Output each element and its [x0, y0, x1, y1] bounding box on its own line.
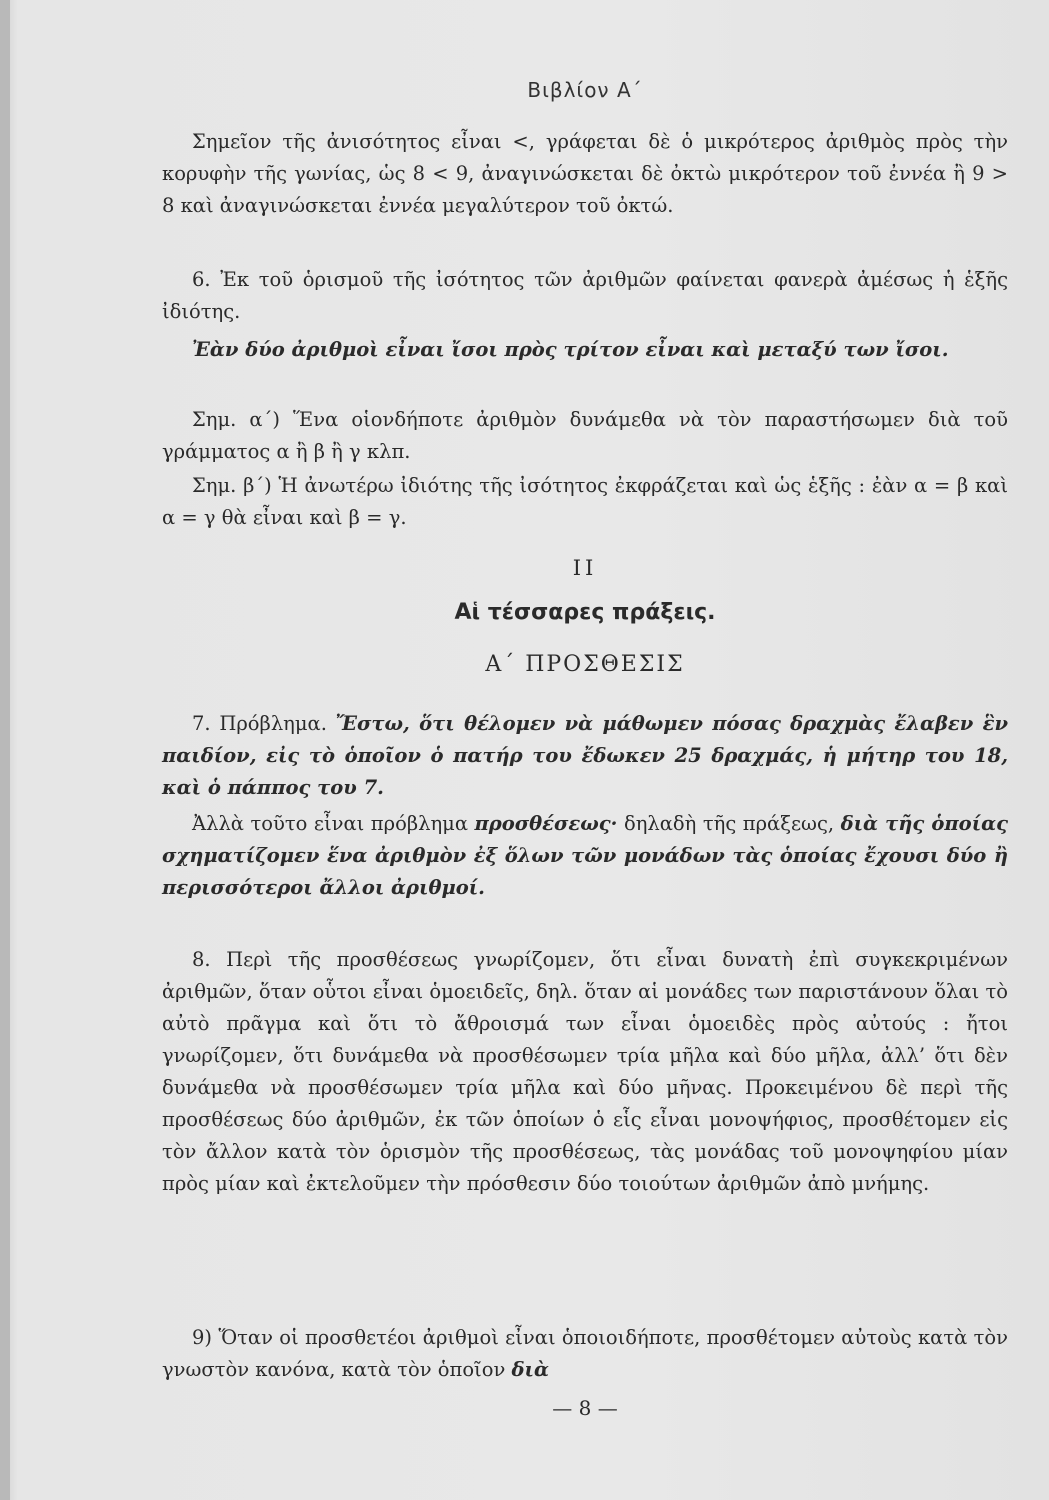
chapter-heading: Αἱ τέσσαρες πράξεις. [454, 600, 716, 625]
text-run: 9) Ὅταν οἱ προσθετέοι ἀριθμοὶ εἶναι ὁποιοιδήποτε, προσθέτομεν αὐτοὺς κατὰ τὸν γνωστὸν κανόνα, κατὰ τὸν ὁποῖον [162, 1326, 1008, 1381]
definition-text: διὰ τῆς ὁποίας σχηματίζομεν ἕνα ἀριθμὸν ἐξ ὅλων τῶν μονάδων τὰς ὁποίας ἔχουσι δύο ἢ περισσότεροι ἄλλοι ἀριθμοί. [162, 812, 1009, 899]
text-run: Ἀλλὰ τοῦτο εἶναι πρόβλημα [192, 812, 468, 835]
paragraph-inequality [162, 126, 1008, 222]
property-statement: Ἐὰν δύο ἀριθμοὶ εἶναι ἴσοι πρὸς τρίτον εἶναι καὶ μεταξύ των ἴσοι. [192, 338, 949, 361]
text-run: δηλαδὴ τῆς πράξεως, [623, 812, 835, 835]
page-number: — 8 — [552, 1396, 618, 1420]
chapter-number: II [572, 556, 598, 580]
running-head: Βιβλίον Α΄ [527, 78, 643, 102]
note-b [162, 470, 1008, 534]
emphasis-dia: διὰ [511, 1358, 549, 1381]
paragraph-8 [162, 944, 1008, 1200]
section-heading: Α΄ ΠΡΟΣΘΕΣΙΣ [485, 652, 685, 677]
paragraph-6 [162, 264, 1008, 328]
paragraph-text: 6. Ἐκ τοῦ ὁρισμοῦ τῆς ἰσότητος τῶν ἀριθμῶν φαίνεται φανερὰ ἀμέσως ἡ ἑξῆς ἰδιότης. [162, 268, 1008, 323]
note-text: Σημ. α΄) Ἕνα οἱονδήποτε ἀριθμὸν δυνάμεθα νὰ τὸν παραστήσωμεν διὰ τοῦ γράμματος α ἢ β ἢ γ κλπ. [162, 408, 1008, 463]
problem-text: Ἔστω, ὅτι θέλομεν νὰ μάθωμεν πόσας δραχμὰς ἔλαβεν ἓν παιδίον, εἰς τὸ ὁποῖον ὁ πατήρ του ἔδωκεν 25 δραχμάς, ἡ μήτηρ του 18, καὶ ὁ πάππος του 7. [162, 712, 1009, 799]
paragraph-addition-definition [162, 808, 1008, 904]
note-text: Σημ. β΄) Ἡ ἀνωτέρω ἰδιότης τῆς ἰσότητος ἐκφράζεται καὶ ὡς ἑξῆς : ἐὰν α = β καὶ α = γ θὰ εἶναι καὶ β = γ. [162, 474, 1008, 529]
emphasis-addition: προσθέσεως· [474, 812, 618, 835]
page-edge-shadow [0, 0, 10, 1500]
paragraph-text: Σημεῖον τῆς ἀνισότητος εἶναι <, γράφεται δὲ ὁ μικρότερος ἀριθμὸς πρὸς τὴν κορυφὴν τῆς γωνίας, ὡς 8 < 9, ἀναγινώσκεται δὲ ὀκτὼ μικρότερον τοῦ ἐννέα ἢ 9 > 8 καὶ ἀναγινώσκεται ἐννέα μεγαλύτερον τοῦ ὀκτώ. [162, 130, 1008, 217]
note-a [162, 404, 1008, 468]
paragraph-7 [162, 708, 1008, 804]
problem-label: 7. Πρόβλημα. [192, 712, 327, 735]
paragraph-9 [162, 1322, 1008, 1386]
paragraph-text: 8. Περὶ τῆς προσθέσεως γνωρίζομεν, ὅτι εἶναι δυνατὴ ἐπὶ συγκεκριμένων ἀριθμῶν, ὅταν οὗτοι εἶναι ὁμοειδεῖς, δηλ. ὅταν αἱ μονάδες των παριστάνουν ὅλαι τὸ αὐτὸ πρᾶγμα καὶ ὅτι τὸ ἄθροισμά των εἶναι ὁμοειδὲς πρὸς αὐτούς : ἤτοι γνωρίζομεν, ὅτι δυνάμεθα νὰ προσθέσωμεν τρία μῆλα καὶ δύο μῆλα, ἀλλ’ ὅτι δὲν δυνάμεθα νὰ προσθέσωμεν τρία μῆλα καὶ δύο μῆνας. Προκειμένου δὲ περὶ τῆς προσθέσεως δύο ἀριθμῶν, ἐκ τῶν ὁποίων ὁ εἷς εἶναι μονοψήφιος, προσθέτομεν εἰς τὸν ἄλλον κατὰ τὸν ὁρισμὸν τῆς προσθέσεως, τὰς μονάδας τοῦ μονοψηφίου μίαν πρὸς μίαν καὶ ἐκτελοῦμεν τὴν πρόσθεσιν δύο τοιούτων ἀριθμῶν ἀπὸ μνήμης. [162, 948, 1008, 1195]
paragraph-property [162, 334, 1008, 366]
